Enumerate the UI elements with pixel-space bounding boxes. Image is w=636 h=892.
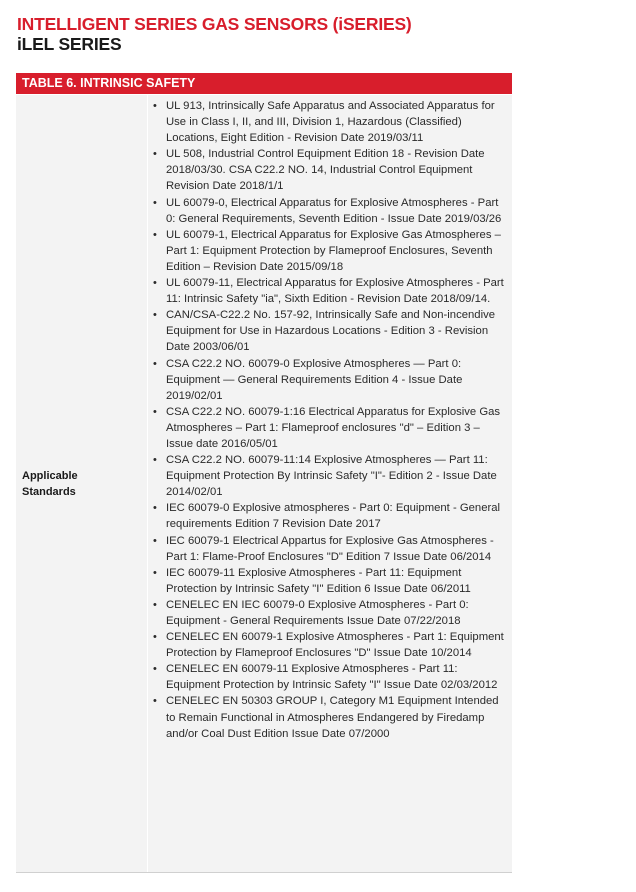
standard-text: IEC 60079-11 Explosive Atmospheres - Part 11: Equipment Protection by Intrinsic Safety "I" Edition 6 Issue Date 06/2011 bbox=[166, 566, 471, 595]
standard-text: CSA C22.2 NO. 60079-0 Explosive Atmospheres — Part 0: Equipment — General Requirements Edition 4 - Issue Date 2019/02/01 bbox=[166, 357, 463, 402]
document-title-line1: INTELLIGENT SERIES GAS SENSORS (iSERIES) bbox=[17, 14, 412, 34]
list-item bbox=[148, 146, 512, 194]
list-item bbox=[148, 452, 512, 500]
list-item bbox=[148, 629, 512, 661]
bullet-icon: • bbox=[153, 502, 157, 515]
document-title bbox=[17, 14, 412, 54]
standard-text: CSA C22.2 NO. 60079-1:16 Electrical Apparatus for Explosive Gas Atmospheres – Part 1: Flameproof enclosures "d" – Edition 3 – Issue date 2016/05/01 bbox=[166, 405, 501, 450]
bullet-icon: • bbox=[153, 148, 157, 161]
bullet-icon: • bbox=[153, 357, 157, 370]
list-item bbox=[148, 98, 512, 146]
standard-text: UL 60079-11, Electrical Apparatus for Explosive Atmospheres - Part 11: Intrinsic Safety "ia", Sixth Edition - Revision Date 2018/09/14. bbox=[166, 277, 504, 306]
standard-text: CENELEC EN IEC 60079-0 Explosive Atmospheres - Part 0: Equipment - General Requirements Issue Date 07/22/2018 bbox=[166, 598, 469, 627]
list-item bbox=[148, 307, 512, 355]
list-item bbox=[148, 404, 512, 452]
list-item bbox=[148, 227, 512, 275]
bullet-icon: • bbox=[153, 534, 157, 547]
bullet-icon: • bbox=[153, 309, 157, 322]
bullet-icon: • bbox=[153, 454, 157, 467]
row-label-cell bbox=[16, 95, 147, 872]
standard-text: CENELEC EN 60079-11 Explosive Atmospheres - Part 11: Equipment Protection by Intrinsic Safety "I" Issue Date 02/03/2012 bbox=[166, 663, 498, 692]
list-item bbox=[148, 533, 512, 565]
bullet-icon: • bbox=[153, 405, 157, 418]
standard-text: IEC 60079-1 Electrical Appartus for Explosive Gas Atmospheres - Part 1: Flame-Proof Enclosures "D" Edition 7 Issue Date 06/2014 bbox=[166, 534, 494, 563]
standard-text: UL 508, Industrial Control Equipment Edition 18 - Revision Date 2018/03/30. CSA C22.2 NO. 14, Industrial Control Equipment Revision Date 2018/1/1 bbox=[166, 148, 485, 193]
list-item bbox=[148, 661, 512, 693]
bullet-icon: • bbox=[153, 196, 157, 209]
standard-text: UL 60079-0, Electrical Apparatus for Explosive Atmospheres - Part 0: General Requirements, Seventh Edition - Issue Date 2019/03/26 bbox=[166, 196, 502, 225]
standard-text: CSA C22.2 NO. 60079-11:14 Explosive Atmospheres — Part 11: Equipment Protection By Intrinsic Safety "I"- Edition 2 - Issue Date 2014/02/01 bbox=[166, 454, 497, 499]
standards-cell bbox=[148, 95, 512, 872]
bullet-icon: • bbox=[153, 566, 157, 579]
bullet-icon: • bbox=[153, 631, 157, 644]
list-item bbox=[148, 500, 512, 532]
standard-text: UL 913, Intrinsically Safe Apparatus and Associated Apparatus for Use in Class I, II, and III, Division 1, Hazardous (Classified) Locations, Eight Edition - Revision Date 2019/03/11 bbox=[166, 100, 495, 145]
standards-list bbox=[148, 95, 512, 742]
standard-text: CENELEC EN 60079-1 Explosive Atmospheres - Part 1: Equipment Protection by Flameproof Enclosures "D" Issue Date 10/2014 bbox=[166, 631, 504, 660]
bullet-icon: • bbox=[153, 277, 157, 290]
list-item bbox=[148, 565, 512, 597]
table-bottom-divider bbox=[16, 872, 512, 873]
document-title-line2: iLEL SERIES bbox=[17, 34, 122, 54]
standard-text: UL 60079-1, Electrical Apparatus for Explosive Gas Atmospheres – Part 1: Equipment Protection by Flameproof Enclosures, Seventh Edition – Revision Date 2015/09/18 bbox=[166, 228, 501, 273]
list-item bbox=[148, 275, 512, 307]
bullet-icon: • bbox=[153, 100, 157, 112]
list-item bbox=[148, 356, 512, 404]
bullet-icon: • bbox=[153, 695, 157, 708]
standard-text: IEC 60079-0 Explosive atmospheres - Part 0: Equipment - General requirements Edition 7 Revision Date 2017 bbox=[166, 502, 501, 531]
standard-text: CAN/CSA-C22.2 No. 157-92, Intrinsically Safe and Non-incendive Equipment for Use in Hazardous Locations - Edition 3 - Revision Date 2003/06/01 bbox=[166, 309, 496, 354]
list-item bbox=[148, 195, 512, 227]
bullet-icon: • bbox=[153, 598, 157, 611]
standard-text: CENELEC EN 50303 GROUP I, Category M1 Equipment Intended to Remain Functional in Atmospheres Endangered by Firedamp and/or Coal Dust Edition Issue Date 07/2000 bbox=[166, 695, 499, 740]
list-item bbox=[148, 693, 512, 741]
row-label: Applicable Standards bbox=[22, 469, 78, 498]
bullet-icon: • bbox=[153, 663, 157, 676]
table-header: TABLE 6. INTRINSIC SAFETY bbox=[16, 73, 512, 94]
list-item bbox=[148, 597, 512, 629]
bullet-icon: • bbox=[153, 228, 157, 241]
